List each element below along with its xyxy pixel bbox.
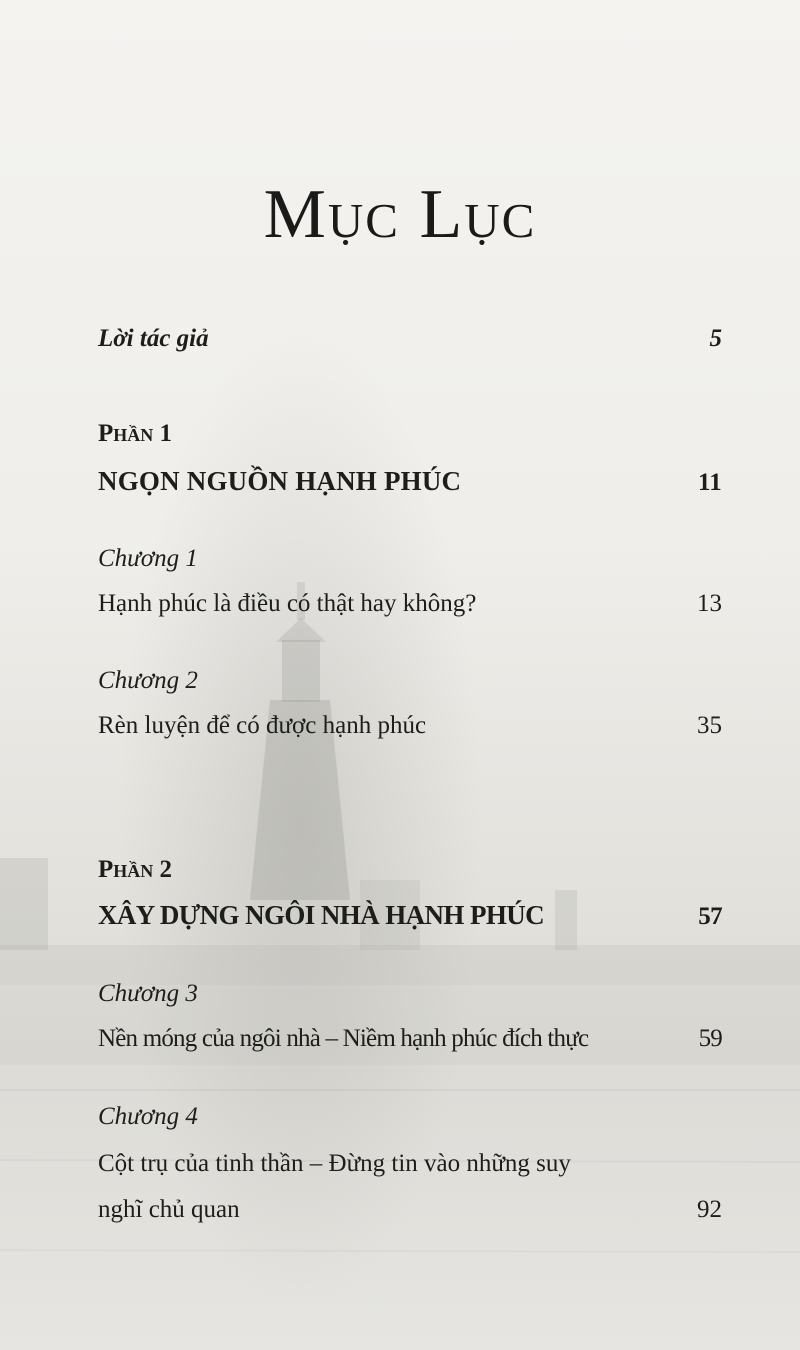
toc-page-number: 92 bbox=[697, 1196, 722, 1223]
chapter-title: Hạnh phúc là điều có thật hay không? bbox=[98, 590, 477, 617]
toc-entry-label: Lời tác giả bbox=[98, 325, 209, 352]
toc-page-number: 57 bbox=[698, 903, 722, 930]
chapter-label: Chương 3 bbox=[98, 980, 198, 1007]
part-label: Phần 2 bbox=[98, 856, 173, 883]
toc-page-number: 5 bbox=[709, 325, 722, 352]
toc-page-number: 59 bbox=[698, 1025, 722, 1052]
part-title: NGỌN NGUỒN HẠNH PHÚC bbox=[98, 466, 462, 496]
chapter-title-line2: nghĩ chủ quan bbox=[98, 1196, 240, 1223]
chapter-title-line1[interactable]: Cột trụ của tinh thần – Đừng tin vào những suy bbox=[98, 1150, 571, 1177]
toc-entry-intro[interactable] bbox=[98, 325, 722, 353]
toc-entry-chapter[interactable] bbox=[98, 1025, 722, 1053]
toc-page-number: 35 bbox=[697, 712, 722, 739]
chapter-label: Chương 2 bbox=[98, 667, 198, 694]
toc-entry-part[interactable] bbox=[98, 900, 722, 931]
toc-entry-chapter[interactable] bbox=[98, 712, 722, 740]
toc-page-number: 13 bbox=[697, 590, 722, 617]
chapter-label: Chương 4 bbox=[98, 1103, 198, 1130]
toc-entry-part[interactable] bbox=[98, 466, 722, 497]
part-title: XÂY DỰNG NGÔI NHÀ HẠNH PHÚC bbox=[98, 900, 545, 930]
toc-entry-chapter[interactable] bbox=[98, 1196, 722, 1224]
toc-page-number: 11 bbox=[697, 469, 722, 496]
chapter-title: Rèn luyện để có được hạnh phúc bbox=[98, 712, 427, 739]
toc-entry-chapter[interactable] bbox=[98, 590, 722, 618]
chapter-label: Chương 1 bbox=[98, 545, 198, 572]
page-title: Mục Lục bbox=[263, 175, 537, 253]
chapter-title: Nền móng của ngôi nhà – Niềm hạnh phúc đích thực bbox=[98, 1025, 589, 1052]
part-label: Phần 1 bbox=[98, 420, 173, 447]
